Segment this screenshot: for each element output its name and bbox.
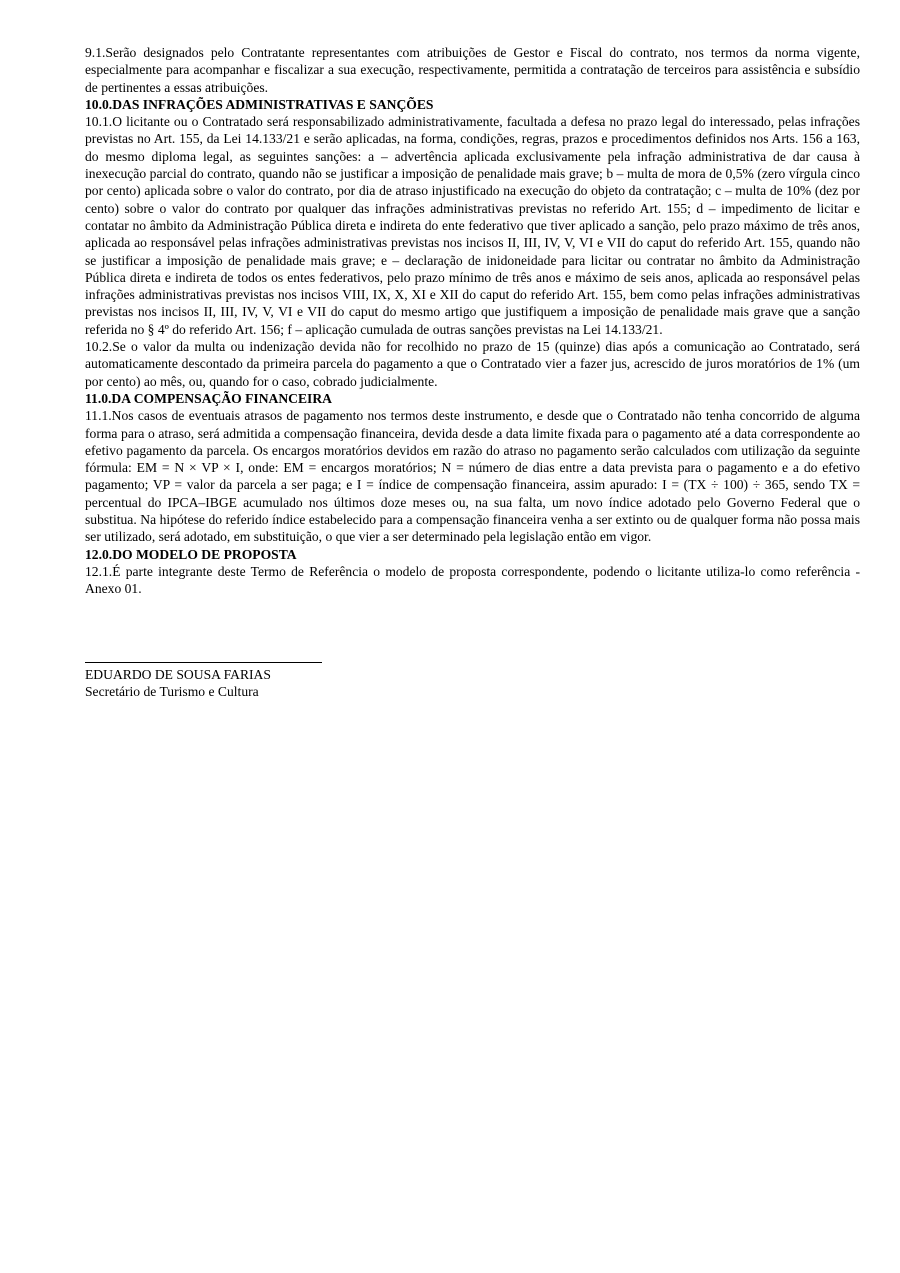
document-body (85, 44, 860, 700)
signature-name: EDUARDO DE SOUSA FARIAS (85, 666, 271, 682)
section-11-heading: 11.0.DA COMPENSAÇÃO FINANCEIRA (85, 390, 332, 406)
paragraph-12-1: 12.1.É parte integrante deste Termo de Referência o modelo de proposta correspondente, podendo o licitante utiliza-lo como referência - Anexo 01. (85, 563, 860, 597)
signature-title: Secretário de Turismo e Cultura (85, 683, 259, 699)
section-12-heading: 12.0.DO MODELO DE PROPOSTA (85, 546, 297, 562)
paragraph-10-1: 10.1.O licitante ou o Contratado será responsabilizado administrativamente, facultada a defesa no prazo legal do interessado, pelas infrações previstas no Art. 155, da Lei 14.133/21 e serão aplicadas, na forma, condições, regras, prazos e procedimentos definidos nos Arts. 156 a 163, do mesmo diploma legal, as seguintes sanções: a – advertência aplicada exclusivamente pela infração administrativa de dar causa à inexecução parcial do contrato, quando não se justificar a imposição de penalidade mais grave; b – multa de mora de 0,5% (zero vírgula cinco por cento) aplicada sobre o valor do contrato, por dia de atraso injustificado na execução do objeto da contratação; c – multa de 10% (dez por cento) sobre o valor do contrato por qualquer das infrações administrativas previstas no referido Art. 155; d – impedimento de licitar e contatar no âmbito da Administração Pública direta e indireta do ente federativo que tiver aplicado a sanção, pelo prazo máximo de três anos, aplicada ao responsável pelas infrações administrativas previstas nos incisos II, III, IV, V, VI e VII do caput do referido Art. 155, quando não se justificar a imposição de penalidade mais grave; e – declaração de inidoneidade para licitar ou contratar no âmbito da Administração Pública direta e indireta de todos os entes federativos, pelo prazo mínimo de três anos e máximo de seis anos, aplicada ao responsável pelas infrações administrativas previstas nos incisos VIII, IX, X, XI e XII do caput do referido Art. 155, bem como pelas infrações administrativas previstas nos incisos II, III, IV, V, VI e VII do caput do mesmo artigo que justifiquem a imposição de penalidade mais grave que a sanção referida no § 4º do referido Art. 156; f – aplicação cumulada de outras sanções previstas na Lei 14.133/21. (85, 114, 860, 337)
paragraph-11-1: 11.1.Nos casos de eventuais atrasos de pagamento nos termos deste instrumento, e desde que o Contratado não tenha concorrido de alguma forma para o atraso, será admitida a compensação financeira, devida desde a data limite fixada para o pagamento até a data correspondente ao efetivo pagamento da parcela. Os encargos moratórios devidos em razão do atraso no pagamento serão calculados com utilização da seguinte fórmula: EM = N × VP × I, onde: EM = encargos moratórios; N = número de dias entre a data prevista para o pagamento e a do efetivo pagamento; VP = valor da parcela a ser paga; e I = índice de compensação financeira, assim apurado: I = (TX ÷ 100) ÷ 365, sendo TX = percentual do IPCA–IBGE acumulado nos últimos doze meses ou, na sua falta, um novo índice adotado pelo Governo Federal que o substitua. Na hipótese do referido índice estabelecido para a compensação financeira venha a ser extinto ou de qualquer forma não possa mais ser utilizado, será adotado, em substituição, o que vier a ser determinado pela legislação então em vigor. (85, 408, 860, 545)
signature-line (85, 662, 322, 663)
section-10-heading: 10.0.DAS INFRAÇÕES ADMINISTRATIVAS E SANÇÕES (85, 96, 434, 112)
paragraph-9-1: 9.1.Serão designados pelo Contratante representantes com atribuições de Gestor e Fiscal do contrato, nos termos da norma vigente, especialmente para acompanhar e fiscalizar a sua execução, respectivamente, permitida a contratação de terceiros para assistência e subsídio de pertinentes a essas atribuições. (85, 45, 860, 95)
signature-block (85, 662, 860, 701)
paragraph-10-2: 10.2.Se o valor da multa ou indenização devida não for recolhido no prazo de 15 (quinze) dias após a comunicação ao Contratado, será automaticamente descontado da primeira parcela do pagamento a que o Contratado vier a fazer jus, acrescido de juros moratórios de 1% (um por cento) ao mês, ou, quando for o caso, cobrado judicialmente. (85, 339, 860, 389)
